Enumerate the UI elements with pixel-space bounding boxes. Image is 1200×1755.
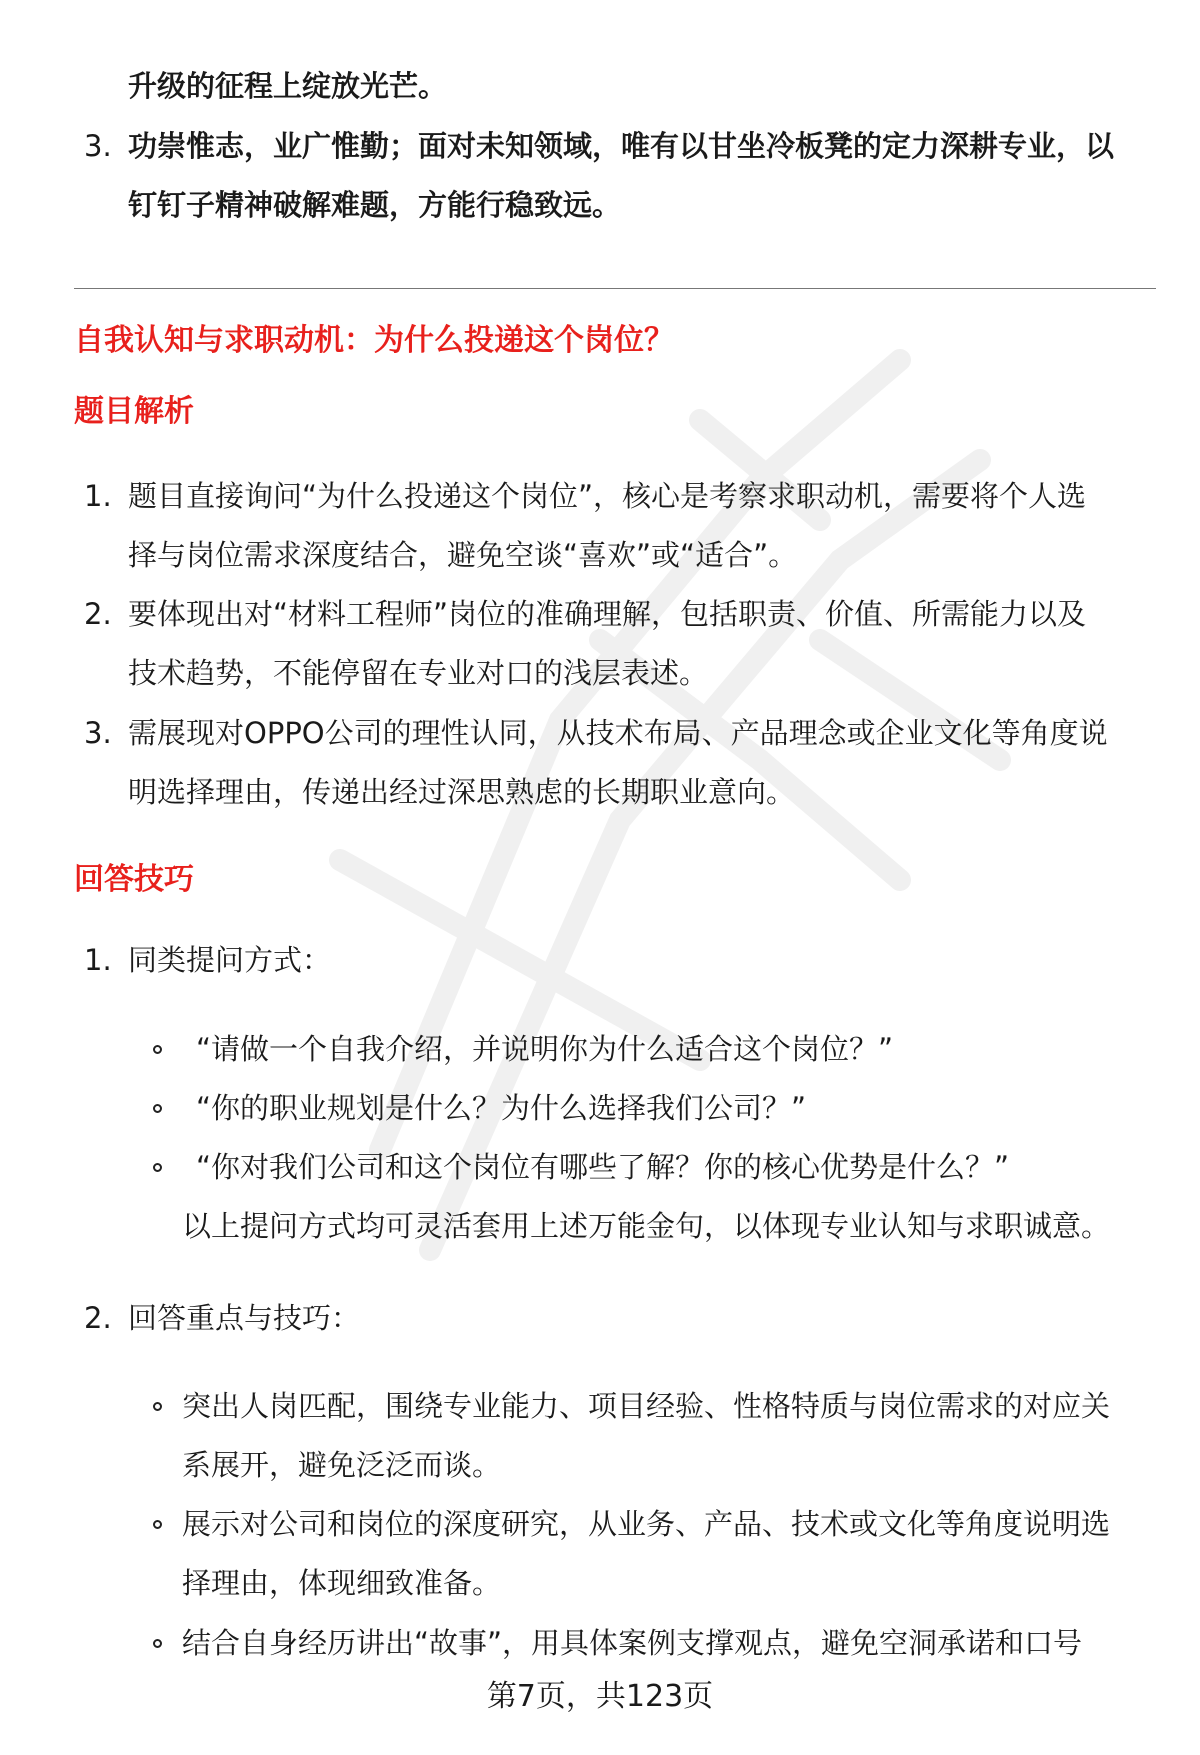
tips-item-2-bullet-2-line2: 择理由，体现细致准备。 [182, 1566, 502, 1600]
section-divider [74, 288, 1156, 289]
list-item-2-tail: 升级的征程上绽放光芒。 [128, 69, 448, 103]
tips-item-2-number: 2. [84, 1301, 112, 1335]
bullet-circle-icon [153, 1402, 162, 1411]
analysis-item-2-line1: 要体现出对“材料工程师”岗位的准确理解，包括职责、价值、所需能力以及 [128, 597, 1087, 631]
analysis-item-2-line2: 技术趋势，不能停留在专业对口的浅层表述。 [128, 656, 709, 690]
tips-item-2-bullet-1-line2: 系展开，避免泛泛而谈。 [182, 1448, 502, 1482]
bullet-circle-icon [153, 1639, 162, 1648]
page-number: 第7页，共123页 [486, 1679, 714, 1714]
tips-item-2-label: 回答重点与技巧： [128, 1301, 361, 1335]
tips-item-1-bullet-1: “请做一个自我介绍，并说明你为什么适合这个岗位？” [196, 1032, 894, 1066]
tips-item-1-bullet-2: “你的职业规划是什么？为什么选择我们公司？” [196, 1091, 807, 1125]
analysis-item-3-number: 3. [84, 716, 112, 750]
section-title: 自我认知与求职动机：为什么投递这个岗位？ [74, 323, 674, 358]
tips-item-1-number: 1. [84, 943, 112, 977]
analysis-item-1-number: 1. [84, 479, 112, 513]
analysis-heading: 题目解析 [74, 394, 194, 429]
tips-heading: 回答技巧 [74, 862, 194, 897]
tips-item-1-note: 以上提问方式均可灵活套用上述万能金句，以体现专业认知与求职诚意。 [182, 1209, 1111, 1243]
analysis-item-1-line1: 题目直接询问“为什么投递这个岗位”，核心是考察求职动机，需要将个人选 [128, 479, 1087, 513]
bullet-circle-icon [153, 1520, 162, 1529]
list-item-3-number: 3. [84, 129, 112, 163]
bullet-circle-icon [153, 1104, 162, 1113]
tips-item-1-label: 同类提问方式： [128, 943, 332, 977]
tips-item-2-bullet-1-line1: 突出人岗匹配，围绕专业能力、项目经验、性格特质与岗位需求的对应关 [182, 1389, 1111, 1423]
analysis-item-1-line2: 择与岗位需求深度结合，避免空谈“喜欢”或“适合”。 [128, 538, 798, 572]
bullet-circle-icon [153, 1163, 162, 1172]
bullet-circle-icon [153, 1045, 162, 1054]
list-item-3-line1: 功崇惟志，业广惟勤；面对未知领域，唯有以甘坐冷板凳的定力深耕专业，以 [128, 129, 1115, 163]
analysis-item-3-line1: 需展现对OPPO公司的理性认同，从技术布局、产品理念或企业文化等角度说 [128, 716, 1108, 750]
tips-item-1-bullet-3: “你对我们公司和这个岗位有哪些了解？你的核心优势是什么？” [196, 1150, 1010, 1184]
tips-item-2-bullet-2-line1: 展示对公司和岗位的深度研究，从业务、产品、技术或文化等角度说明选 [182, 1507, 1111, 1541]
tips-item-2-bullet-3-line1: 结合自身经历讲出“故事”，用具体案例支撑观点，避免空洞承诺和口号 [182, 1626, 1083, 1660]
analysis-item-2-number: 2. [84, 597, 112, 631]
analysis-item-3-line2: 明选择理由，传递出经过深思熟虑的长期职业意向。 [128, 775, 796, 809]
list-item-3-line2: 钉钉子精神破解难题，方能行稳致远。 [128, 188, 622, 222]
